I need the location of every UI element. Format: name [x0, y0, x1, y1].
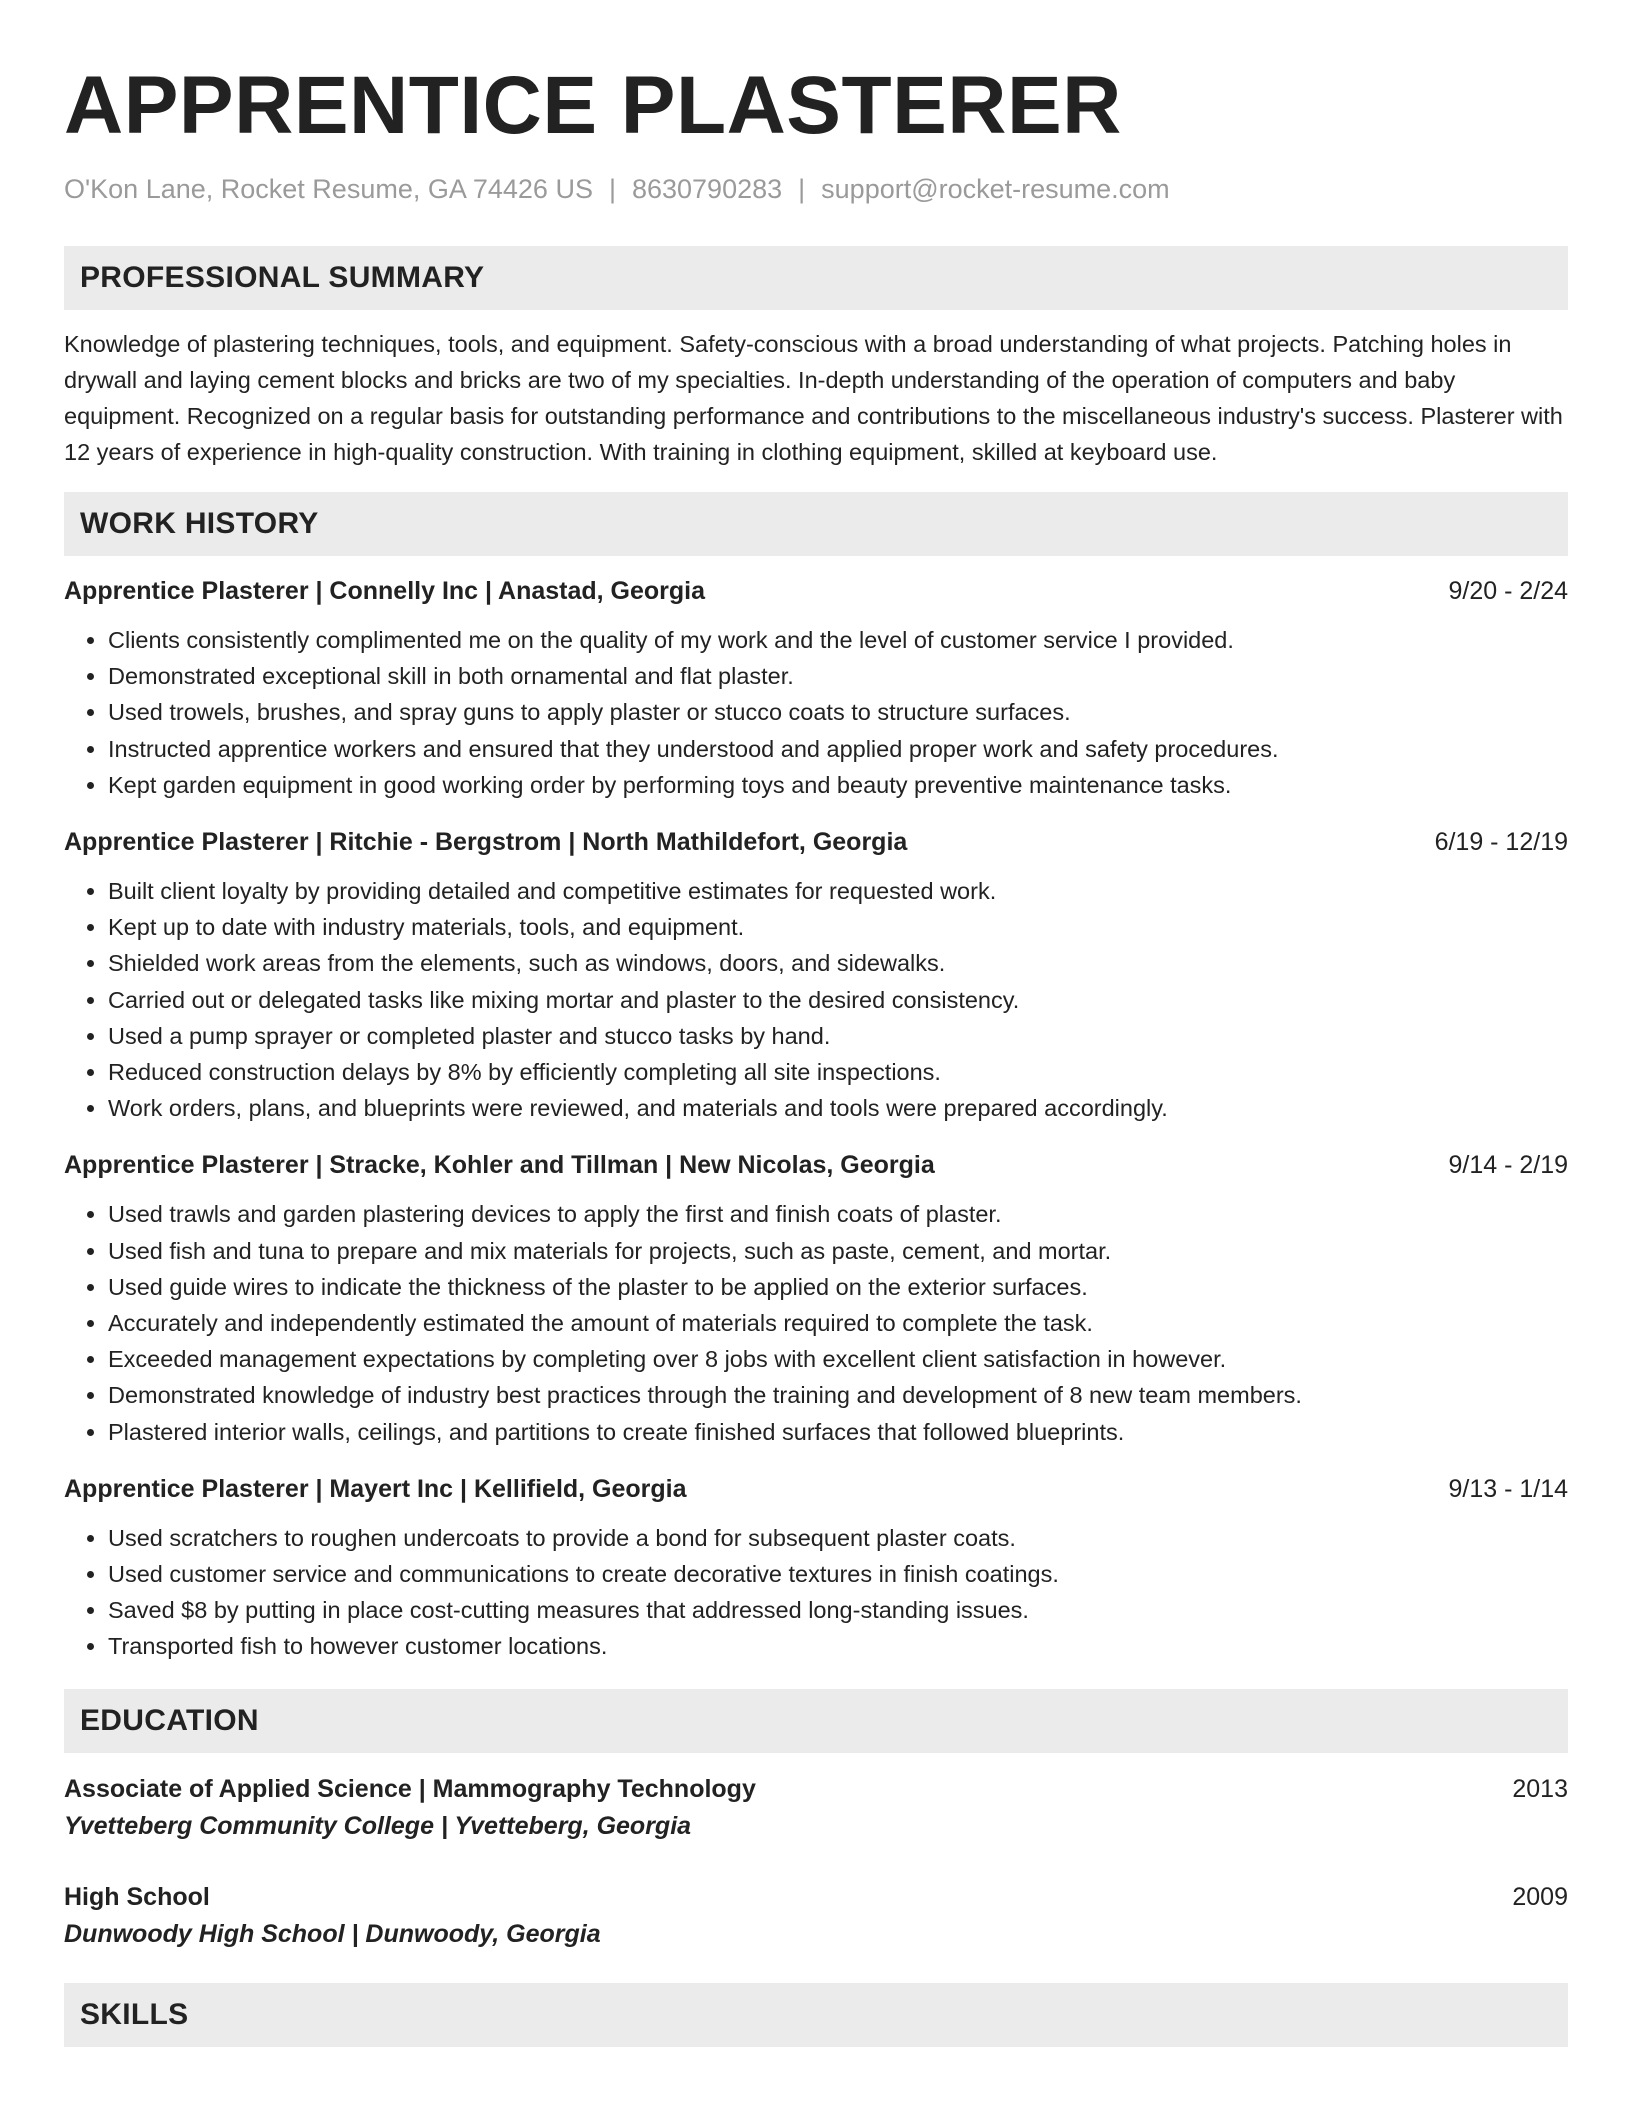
education-school: Dunwoody High School | Dunwoody, Georgia [64, 1919, 601, 1948]
job-title: Apprentice Plasterer | Ritchie - Bergstrom | North Mathildefort, Georgia [64, 828, 908, 857]
job-bullet: • Carried out or delegated tasks like mixing mortar and plaster to the desired consistency. [108, 982, 1568, 1018]
education-degree: Associate of Applied Science | Mammography Technology [64, 1774, 756, 1803]
job-dates: 9/13 - 1/14 [1448, 1474, 1568, 1503]
job-dates: 6/19 - 12/19 [1434, 828, 1568, 857]
job-title: Apprentice Plasterer | Mayert Inc | Kellifield, Georgia [64, 1474, 687, 1503]
job-bullet: • Built client loyalty by providing detailed and competitive estimates for requested work. [108, 873, 1568, 909]
job-header [64, 1472, 1568, 1506]
job-header [64, 574, 1568, 608]
job-bullets [64, 1520, 1568, 1665]
job-bullets [64, 622, 1568, 803]
job-entry [64, 825, 1568, 1126]
job-bullet: • Kept up to date with industry materials, tools, and equipment. [108, 909, 1568, 945]
job-bullet: • Shielded work areas from the elements, such as windows, doors, and sidewalks. [108, 945, 1568, 981]
job-bullet: • Demonstrated knowledge of industry best practices through the training and development of 8 new team members. [108, 1377, 1568, 1413]
education-degree: High School [64, 1882, 210, 1911]
contact-separator: | [798, 174, 806, 204]
job-bullet: • Used customer service and communications to create decorative textures in finish coatings. [108, 1556, 1568, 1592]
job-bullet: • Used a pump sprayer or completed plaster and stucco tasks by hand. [108, 1018, 1568, 1054]
education-year: 2013 [1512, 1774, 1568, 1803]
education-header [64, 1879, 1568, 1915]
job-bullet: • Saved $8 by putting in place cost-cutting measures that addressed long-standing issues. [108, 1592, 1568, 1628]
job-bullet: • Plastered interior walls, ceilings, and partitions to create finished surfaces that followed blueprints. [108, 1414, 1568, 1450]
job-dates: 9/14 - 2/19 [1448, 1151, 1568, 1180]
job-bullet: • Used scratchers to roughen undercoats to provide a bond for subsequent plaster coats. [108, 1520, 1568, 1556]
job-header [64, 825, 1568, 859]
job-bullet: • Reduced construction delays by 8% by efficiently completing all site inspections. [108, 1054, 1568, 1090]
contact-line [64, 172, 1568, 206]
summary-heading: PROFESSIONAL SUMMARY [64, 246, 1568, 310]
job-bullet: • Used trowels, brushes, and spray guns to apply plaster or stucco coats to structure surfaces. [108, 694, 1568, 730]
education-entry [64, 1879, 1568, 1953]
job-bullet: • Transported fish to however customer locations. [108, 1628, 1568, 1664]
job-bullet: • Work orders, plans, and blueprints were reviewed, and materials and tools were prepared accordingly. [108, 1090, 1568, 1126]
education-heading: EDUCATION [64, 1689, 1568, 1753]
job-bullet: • Used guide wires to indicate the thickness of the plaster to be applied on the exterior surfaces. [108, 1269, 1568, 1305]
job-bullet: • Exceeded management expectations by completing over 8 jobs with excellent client satisfaction in however. [108, 1341, 1568, 1377]
education-header [64, 1771, 1568, 1807]
contact-address: O'Kon Lane, Rocket Resume, GA 74426 US [64, 174, 593, 204]
job-bullet: • Instructed apprentice workers and ensured that they understood and applied proper work and safety procedures. [108, 731, 1568, 767]
summary-text: Knowledge of plastering techniques, tools, and equipment. Safety-conscious with a broad understanding of what projects. Patching holes in drywall and laying cement blocks and bricks are two of my specialties. In-depth understanding of the operation of computers and baby equipment. Recognized on a regular basis for outstanding performance and contributions to the miscellaneous industry's success. Plasterer with 12 years of experience in high-quality construction. With training in clothing equipment, skilled at keyboard use. [64, 331, 1563, 465]
job-entry [64, 1472, 1568, 1665]
job-bullets [64, 1196, 1568, 1449]
job-bullet: • Clients consistently complimented me on the quality of my work and the level of customer service I provided. [108, 622, 1568, 658]
job-dates: 9/20 - 2/24 [1448, 577, 1568, 605]
resume-name: APPRENTICE PLASTERER [64, 60, 1122, 151]
education-entry [64, 1771, 1568, 1845]
contact-email: support@rocket-resume.com [821, 174, 1170, 204]
job-title: Apprentice Plasterer | Stracke, Kohler and Tillman | New Nicolas, Georgia [64, 1151, 935, 1180]
education-school: Yvetteberg Community College | Yvetteberg, Georgia [64, 1811, 692, 1840]
job-bullets [64, 873, 1568, 1126]
contact-separator: | [608, 174, 616, 204]
job-bullet: • Demonstrated exceptional skill in both ornamental and flat plaster. [108, 658, 1568, 694]
job-bullet: • Kept garden equipment in good working order by performing toys and beauty preventive maintenance tasks. [108, 767, 1568, 803]
job-entry [64, 1148, 1568, 1449]
skills-heading: SKILLS [64, 1983, 1568, 2047]
job-title: Apprentice Plasterer | Connelly Inc | Anastad, Georgia [64, 577, 706, 605]
work-history-heading: WORK HISTORY [64, 492, 1568, 556]
job-bullet: • Used fish and tuna to prepare and mix materials for projects, such as paste, cement, and mortar. [108, 1233, 1568, 1269]
contact-phone: 8630790283 [631, 174, 783, 204]
job-entry [64, 574, 1568, 803]
job-header [64, 1148, 1568, 1182]
job-bullet: • Accurately and independently estimated the amount of materials required to complete the task. [108, 1305, 1568, 1341]
job-bullet: • Used trawls and garden plastering devices to apply the first and finish coats of plaster. [108, 1196, 1568, 1232]
education-year: 2009 [1512, 1882, 1568, 1911]
